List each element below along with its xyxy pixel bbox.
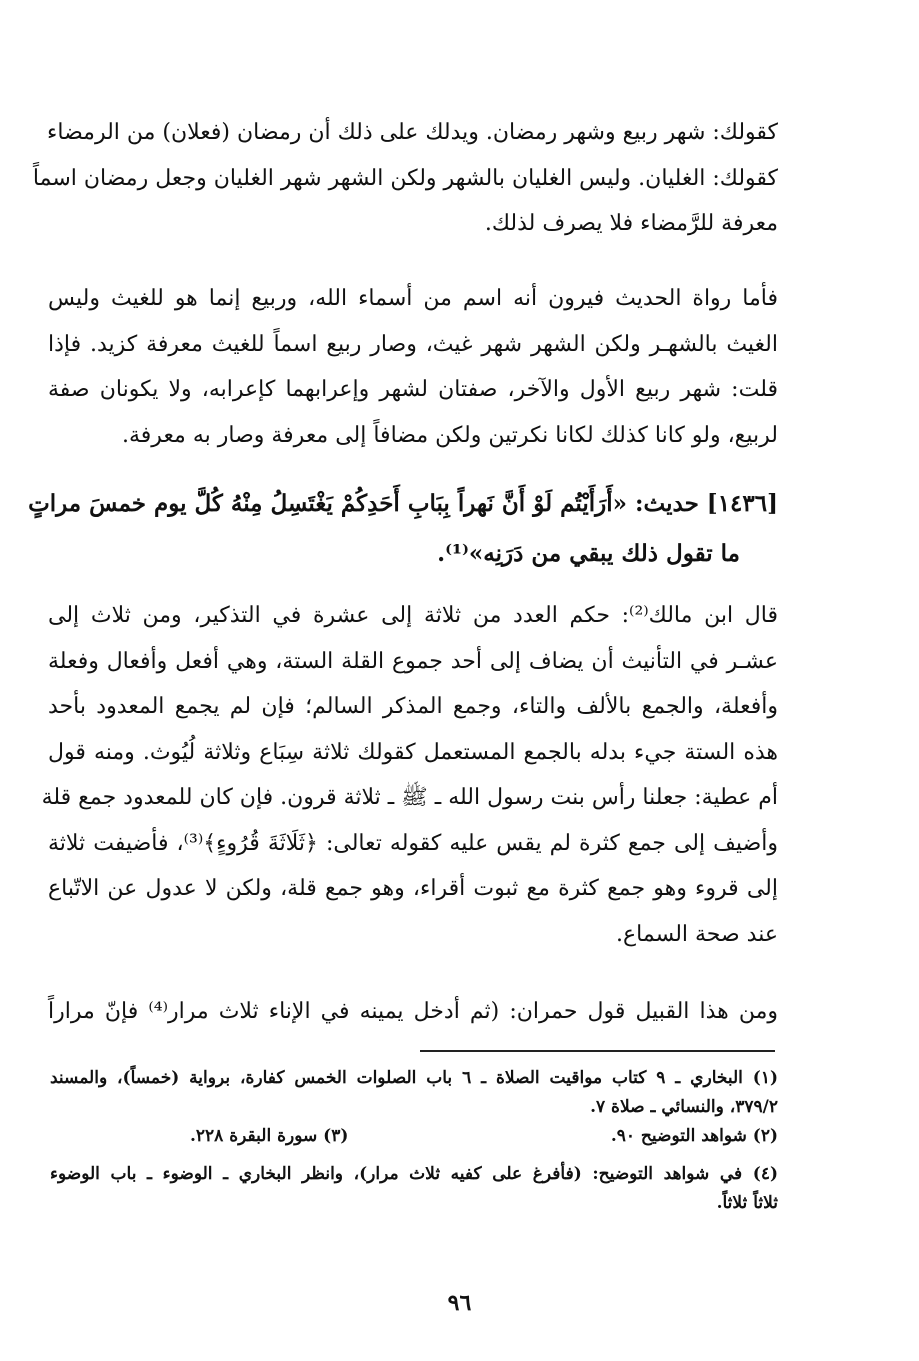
hadith-line: ما تقول ذلك يبقي من دَرَنِه»⁽¹⁾. <box>437 540 740 567</box>
text-line: قال ابن مالك⁽²⁾: حكم العدد من ثلاثة إلى عشرة في التذكير، ومن ثلاث إلى <box>48 603 778 628</box>
hadith-heading <box>28 479 778 579</box>
footnotes <box>50 1064 778 1218</box>
text-line: كقولك: الغليان. وليس الغليان بالشهر ولكن الشهر شهر الغليان وجعل رمضان اسماً <box>32 165 778 191</box>
footnote-3: (٣) سورة البقرة ٢٢٨. <box>190 1126 349 1146</box>
text-line: معرفة للرَّمضاء فلا يصرف لذلك. <box>484 211 778 236</box>
paragraph-ibn-malik <box>41 593 778 957</box>
text-line: فأما رواة الحديث فيرون أنه اسم من أسماء الله، وربيع إنما هو للغيث وليس <box>48 286 778 311</box>
text-line: عند صحة السماع. <box>616 921 778 947</box>
text-line: كقولك: شهر ربيع وشهر رمضان. ويدلك على ذلك أن رمضان (فعلان) من الرمضاء <box>47 120 778 145</box>
paragraph-ramadan <box>32 110 778 247</box>
text-line: وأفعلة، والجمع بالألف والتاء، وجمع المذكر السالم؛ فإن لم يجمع المعدود بأحد <box>48 694 778 719</box>
text-line: إلى قروء وهو جمع كثرة مع ثبوت أقراء، وهو جمع قلة، ولكن لا عدول عن الاتّباع <box>48 876 778 901</box>
footnote-2: (٢) شواهد التوضيح ٩٠. <box>610 1126 778 1146</box>
footnote-4: (٤) في شواهد التوضيح: (فأفرغ على كفيه ثلاث مرار)، وانظر البخاري ـ الوضوء ـ باب الوضوء <box>50 1164 778 1184</box>
text-line: لربيع، ولو كانا كذلك لكانا نكرتين ولكن مضافاً إلى معرفة وصار به معرفة. <box>122 422 778 448</box>
text-line: ومن هذا القبيل قول حمران: (ثم أدخل يمينه في الإناء ثلاث مرار⁽⁴⁾ فإنّ مراراً <box>48 999 778 1024</box>
text-line: قلت: شهر ربيع الأول والآخر، صفتان لشهر وإعرابهما كإعرابه، ولا يكونان صفة <box>48 377 778 402</box>
text-line: هذه الستة جيء بدله بالجمع المستعمل كقولك ثلاثة سِبَاع وثلاثة لُيُوث. ومنه قول <box>48 739 778 765</box>
footnote-1-continued: ٣٧٩/٢، والنسائي ـ صلاة ٧. <box>590 1097 778 1117</box>
footnote-separator <box>420 1050 775 1052</box>
text-line: عشـر في التأنيث أن يضاف إلى أحد جموع القلة الستة، وهي أفعل وأفعال وفعلة <box>48 648 778 674</box>
hadith-line: [١٤٣٦] حديث: «أَرَأَيْتُم لَوْ أَنَّ نَهراً بِبَابِ أَحَدِكُمْ يَغْتَسِلُ مِنْهُ كُلَّ يوم خمسَ مراتٍ <box>28 490 778 517</box>
text-line: أم عطية: جعلنا رأس بنت رسول الله ـ ﷺ ـ ثلاثة قرون. فإن كان للمعدود جمع قلة <box>41 785 778 810</box>
text-line: وأضيف إلى جمع كثرة لم يقس عليه كقوله تعالى: ﴿ثَلَاثَةَ قُرُوءٍ﴾⁽³⁾، فأضيفت ثلاثة <box>48 830 778 856</box>
text-line: الغيث بالشهـر ولكن الشهر شهر غيث، وصار ربيع اسماً للغيث معرفة كزيد. فإذا <box>48 331 778 357</box>
footnote-row-2-3 <box>50 1122 778 1151</box>
paragraph-humran <box>48 989 778 1035</box>
footnote-1: (١) البخاري ـ ٩ كتاب مواقيت الصلاة ـ ٦ باب الصلوات الخمس كفارة، برواية (خمساً)، والمسند <box>50 1068 778 1088</box>
footnote-4-continued: ثلاثاً ثلاثاً. <box>716 1193 778 1213</box>
page-number: ٩٦ <box>447 1290 472 1316</box>
footnote-gap <box>50 1151 778 1160</box>
paragraph-rabi <box>48 276 778 458</box>
